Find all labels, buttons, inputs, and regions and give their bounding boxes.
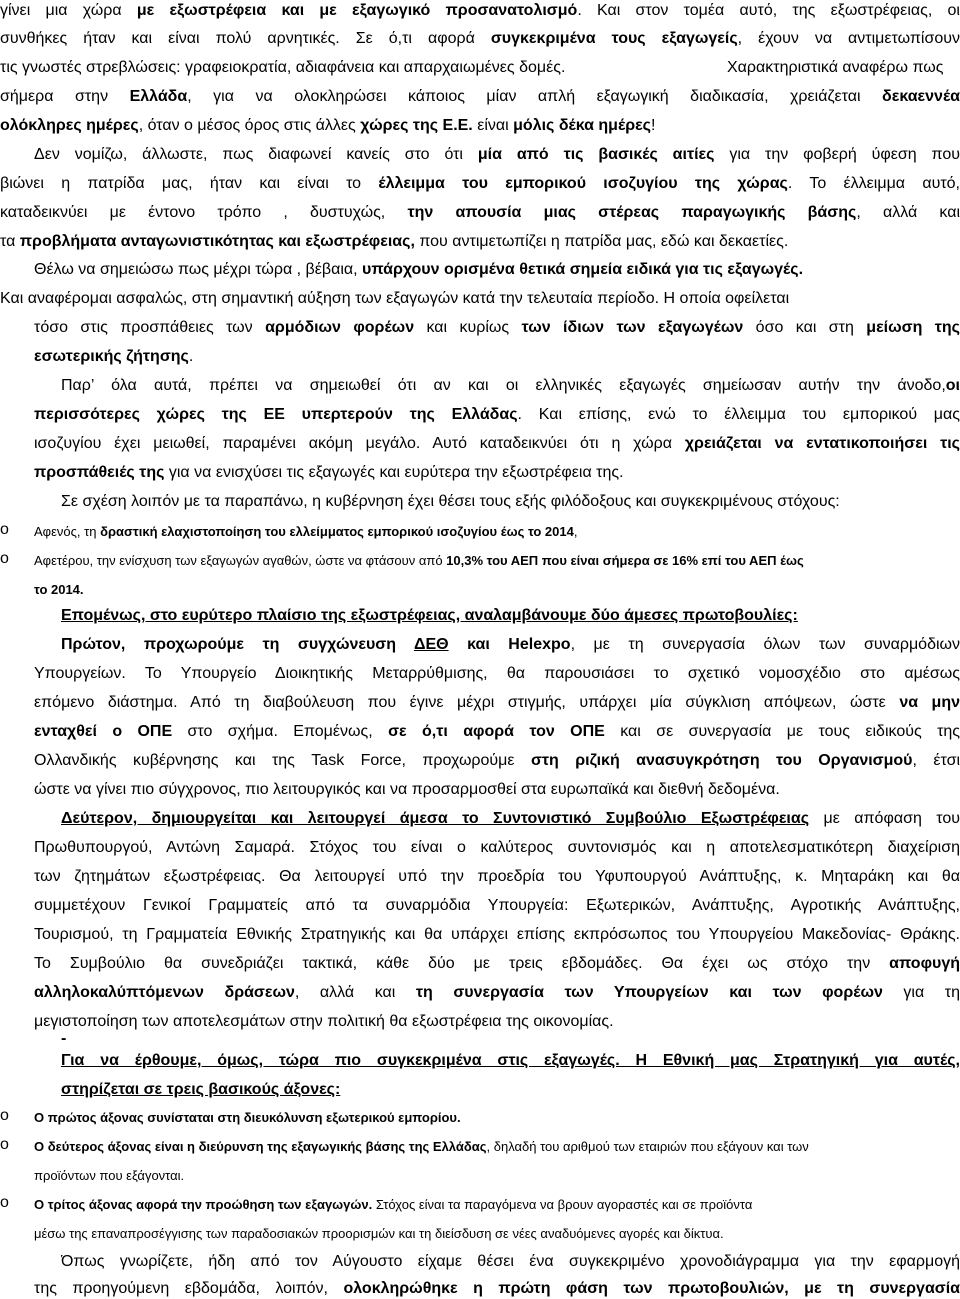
text-run: Ο τρίτος άξονας αφορά την προώθηση των εξαγωγών.	[34, 1197, 373, 1212]
text-line	[61, 808, 960, 830]
text-run: την απουσία μιας στέρεας παραγωγικής βάσης	[407, 204, 857, 221]
text-run: οι	[945, 377, 960, 394]
text-run: Στόχος είναι τα παραγόμενα να βρουν αγοραστές και σε προϊόντα	[372, 1197, 753, 1212]
text-run: τις γνωστές στρεβλώσεις: γραφειοκρατία, αδιαφάνεια και απαρχαιωμένες δομές.	[0, 59, 566, 76]
text-run: να μην	[899, 694, 960, 711]
text-line	[0, 115, 780, 137]
text-run: Το Συμβούλιο θα συνεδριάζει τακτικά, κάθε δύο με τρεις εβδομάδες. Θα έχει ως στόχο την	[34, 955, 890, 972]
text-run: , αλλά και	[856, 204, 960, 221]
text-run: Δεν νομίζω, άλλωστε, πως διαφωνεί κανείς στο ότι	[34, 146, 478, 163]
text-run: για να ενισχύσει τις εξαγωγές και ευρύτερα την εξωστρέφεια της.	[164, 464, 624, 481]
text-run: Πρωθυπουργού, Αντώνη Σαμαρά. Στόχος του είναι ο καλύτερος συντονισμός και η αποτελεσματικότερη διαχείριση	[34, 839, 960, 856]
text-run: έλλειμμα του εμπορικού ισοζυγίου της χώρας	[378, 175, 788, 192]
text-run: Σε σχέση λοιπόν με τα παραπάνω, η κυβέρνηση έχει θέσει τους εξής φιλόδοξους και συγκεκριμένους στόχους:	[61, 493, 840, 510]
text-run: μείωση της	[866, 319, 960, 336]
text-run: των ζητημάτων εξωστρέφειας. Θα λειτουργεί υπό την προεδρία του Υφυπουργού Ανάπτυξης, κ. Μηταράκη και θα	[34, 868, 960, 885]
text-line	[34, 1136, 960, 1158]
text-run: και Helexpo	[448, 636, 571, 653]
text-run: τα	[0, 233, 20, 250]
text-run: , αλλά και	[294, 984, 416, 1001]
text-run: Χαρακτηριστικά αναφέρω πως	[727, 59, 944, 76]
text-line	[0, 0, 960, 22]
text-run: χώρες της Ε.Ε.	[360, 117, 473, 134]
text-run: Ο δεύτερος άξονας είναι η διεύρυνση της εξαγωγικής βάσης της Ελλάδας	[34, 1139, 487, 1154]
text-run: Τουρισμού, τη Γραμματεία Εθνικής Στρατηγικής και θα υπάρχει επίσης εκπρόσωπος του Υπουργείου Μακεδονίας- Θράκης.	[34, 926, 960, 943]
text-run: Θέλω να σημειώσω πως μέχρι τώρα , βέβαια,	[34, 261, 363, 278]
text-run: προϊόντων που εξάγονται.	[34, 1168, 185, 1183]
text-line	[34, 750, 960, 772]
text-run: τη συνεργασία των Υπουργείων και των φορέων	[415, 984, 883, 1001]
text-run: Δεύτερον, δημιουργείται και λειτουργεί άμεσα το Συντονιστικό Συμβούλιο Εξωστρέφειας	[61, 810, 810, 827]
text-line	[34, 837, 960, 859]
text-line	[0, 231, 930, 253]
text-run: ,	[573, 524, 578, 539]
text-run: , έχουν να αντιμετωπίσουν	[737, 30, 960, 47]
text-line	[61, 1050, 960, 1072]
text-run: συνθήκες ήταν και είναι πολύ αρνητικές. Σε ό,τι αφορά	[0, 30, 491, 47]
text-run: Για να έρθουμε, όμως, τώρα πιο συγκεκριμένα στις εξαγωγές. Η Εθνική μας Στρατηγική για αυτές,	[61, 1052, 960, 1069]
text-run: γίνει μια χώρα	[0, 2, 137, 19]
text-run: για τη	[882, 984, 960, 1001]
text-line	[61, 1079, 960, 1101]
text-run: αποφυγή	[889, 955, 960, 972]
text-run: είναι	[472, 117, 514, 134]
bullet-marker: o	[0, 1136, 9, 1153]
text-run: , με τη συνεργασία όλων των συναρμόδιων	[570, 636, 960, 653]
text-run: Ολλανδικής κυβέρνησης και της Task Force, προχωρούμε	[34, 752, 531, 769]
text-run: με εξωστρέφεια και με εξαγωγικό προσανατολισμό	[136, 2, 578, 19]
text-line	[34, 1011, 960, 1033]
text-run: υπάρχουν ορισμένα θετικά σημεία ειδικά για τις εξαγωγές.	[362, 261, 804, 278]
text-run: Ελλάδα	[129, 88, 188, 105]
text-line	[34, 663, 960, 685]
text-line	[34, 1107, 960, 1129]
text-run: δραστική ελαχιστοποίηση του ελλείμματος εμπορικού ισοζυγίου έως το 2014	[100, 524, 574, 539]
text-run: στη ριζική ανασυγκρότηση του Οργανισμού	[530, 752, 913, 769]
text-run: . Και στον τομέα αυτό, της εξωστρέφειας, οι	[577, 2, 960, 19]
text-line	[34, 1223, 960, 1245]
text-run: βιώνει η πατρίδα μας, ήταν και είναι το	[0, 175, 379, 192]
text-line	[34, 521, 960, 543]
text-run: ΔΕΘ	[413, 636, 449, 653]
text-run: συγκεκριμένα τους εξαγωγείς	[490, 30, 738, 47]
text-run: προβλήματα ανταγωνιστικότητας και εξωστρέφειας,	[19, 233, 415, 250]
text-run: . Και επίσης, ενώ το έλλειμμα του εμπορικού μας	[517, 406, 960, 423]
text-line	[0, 202, 960, 224]
text-run: συμμετέχουν Γενικοί Γραμματείς από τα συναρμόδια Υπουργεία: Εξωτερικών, Ανάπτυξης, Αγροτικής Ανάπτυξης,	[34, 897, 960, 914]
text-run: Αφετέρου, την ενίσχυση των εξαγωγών αγαθών, ώστε να φτάσουν από	[34, 553, 447, 568]
text-run: , όταν ο μέσος όρος στις άλλες	[138, 117, 361, 134]
text-run: καταδεικνύει με έντονο τρόπο , δυστυχώς,	[0, 204, 408, 221]
text-run: μία από τις βασικές αιτίες	[477, 146, 715, 163]
text-run: για την φοβερή ύφεση που	[714, 146, 960, 163]
text-run: μεγιστοποίηση των αποτελεσμάτων στην πολιτική θα εξωστρέφεια της οικονομίας.	[34, 1013, 614, 1030]
text-run: το 2014.	[34, 582, 84, 597]
text-run: 10,3% του ΑΕΠ που είναι σήμερα σε 16% επί του ΑΕΠ έως	[446, 553, 804, 568]
text-line	[34, 259, 960, 281]
text-run: μέσω της επαναπροσέγγισης των παραδοσιακών προορισμών και τη διείσδυση σε νέες αναδυόμενες αγορές και δίκτυα.	[34, 1226, 724, 1241]
text-run: δεκαεννέα	[882, 88, 960, 105]
text-run: των ίδιων των εξαγωγέων	[521, 319, 744, 336]
text-run: στο σχήμα. Επομένως,	[172, 723, 389, 740]
text-line	[61, 491, 960, 513]
text-line	[34, 1278, 960, 1299]
text-line	[34, 721, 960, 743]
text-run: με απόφαση του	[809, 810, 960, 827]
text-line	[61, 1028, 91, 1050]
text-run: ολόκληρες ημέρες	[0, 117, 139, 134]
text-run: , δηλαδή του αριθμού των εταιριών που εξάγουν και των	[486, 1139, 809, 1154]
text-line	[34, 924, 960, 946]
text-line	[34, 1194, 960, 1216]
bullet-marker: o	[0, 550, 9, 567]
text-run: Πρώτον, προχωρούμε τη συγχώνευση	[61, 636, 414, 653]
text-line	[34, 550, 960, 572]
text-run: Ο πρώτος άξονας συνίσταται στη διευκόλυνση εξωτερικού εμπορίου.	[34, 1110, 461, 1125]
text-line	[727, 57, 960, 79]
text-line	[0, 288, 960, 310]
text-run: Υπουργείων. Το Υπουργείο Διοικητικής Μεταρρύθμισης, θα παρουσιάσει το σχετικό νομοσχέδιο στο αμέσως	[34, 665, 960, 682]
text-run: περισσότερες χώρες της ΕΕ υπερτερούν της Ελλάδας	[34, 406, 518, 423]
text-line	[61, 634, 960, 656]
text-run: Και αναφέρομαι ασφαλώς, στη σημαντική αύξηση των εξαγωγών κατά την τελευταία περίοδο. Η οποία οφείλεται	[0, 290, 790, 307]
text-line	[34, 462, 754, 484]
text-run: Επομένως, στο ευρύτερο πλαίσιο της εξωστρέφειας, αναλαμβάνουμε δύο άμεσες πρωτοβουλίες:	[61, 607, 798, 624]
text-run: ολοκληρώθηκε η πρώτη φάση των πρωτοβουλιών, με τη συνεργασία	[343, 1280, 960, 1297]
text-line	[34, 1165, 960, 1187]
text-run: χρειάζεται να εντατικοποιήσει τις	[684, 435, 960, 452]
text-run: Αφενός, τη	[34, 524, 101, 539]
text-line	[34, 579, 234, 601]
text-line	[0, 173, 960, 195]
text-run: αλληλοκαλύπτόμενων δράσεων	[34, 984, 295, 1001]
text-line	[61, 1251, 960, 1273]
text-line	[34, 866, 960, 888]
text-line	[34, 779, 960, 801]
text-run: , έτσι	[912, 752, 960, 769]
text-run: σήμερα στην	[0, 88, 130, 105]
text-run: !	[651, 117, 656, 134]
text-run: Όπως γνωρίζετε, ήδη από τον Αύγουστο είχαμε θέσει ένα συγκεκριμένο χρονοδιάγραμμα για την εφαρμογή	[61, 1253, 960, 1270]
text-run: που αντιμετωπίζει η πατρίδα μας, εδώ και δεκαετίες.	[414, 233, 789, 250]
text-line	[34, 692, 960, 714]
text-line	[0, 86, 960, 108]
text-line	[34, 144, 960, 166]
text-run: επόμενο διάστημα. Από τη διαβούλευση που έγινε μέχρι στιγμής, υπάρχει μία σύγκλιση απόψεων, ώστε	[34, 694, 900, 711]
text-run: .	[188, 348, 194, 365]
text-run: και κυρίως	[414, 319, 522, 336]
text-run: μόλις δέκα ημέρες	[513, 117, 651, 134]
text-line	[34, 953, 960, 975]
text-run: ενταχθεί ο ΟΠΕ	[34, 723, 173, 740]
bullet-marker: o	[0, 521, 9, 538]
text-run: όσο και στη	[743, 319, 867, 336]
text-run: -	[61, 1030, 67, 1047]
text-run: . Το έλλειμμα αυτό,	[787, 175, 960, 192]
text-run: της προηγούμενη εβδομάδα, λοιπόν,	[34, 1280, 344, 1297]
text-line	[34, 317, 960, 339]
text-run: ώστε να γίνει πιο σύγχρονος, πιο λειτουργικός και να προσαρμοσθεί στα ευρωπαϊκά και διεθνή δεδομένα.	[34, 781, 780, 798]
text-run: αρμόδιων φορέων	[265, 319, 415, 336]
text-run: Παρ’ όλα αυτά, πρέπει να σημειωθεί ότι αν και οι ελληνικές εξαγωγές σημείωσαν αυτήν την άνοδο,	[61, 377, 946, 394]
text-line	[34, 404, 960, 426]
text-line	[34, 982, 960, 1004]
text-run: ισοζυγίου έχει μειωθεί, παραμένει ακόμη μεγάλο. Αυτό καταδεικνύει ότι η χώρα	[34, 435, 685, 452]
text-run: σε ό,τι αφορά τον ΟΠΕ	[388, 723, 605, 740]
text-line	[0, 57, 720, 79]
text-run: , για να ολοκληρώσει κάποιος μίαν απλή εξαγωγική διαδικασία, χρειάζεται	[187, 88, 883, 105]
text-line	[0, 28, 960, 50]
text-line	[34, 433, 960, 455]
text-run: τόσο στις προσπάθειες των	[34, 319, 266, 336]
text-run: προσπάθειές της	[34, 464, 165, 481]
bullet-marker: o	[0, 1107, 9, 1124]
text-line	[61, 375, 960, 397]
text-line	[34, 346, 334, 368]
text-line	[34, 895, 960, 917]
text-run: εσωτερικής ζήτησης	[34, 348, 189, 365]
bullet-marker: o	[0, 1194, 9, 1211]
text-run: στηρίζεται σε τρεις βασικούς άξονες:	[61, 1081, 341, 1098]
text-line	[61, 605, 960, 627]
text-run: και σε συνεργασία με τους ειδικούς της	[604, 723, 960, 740]
